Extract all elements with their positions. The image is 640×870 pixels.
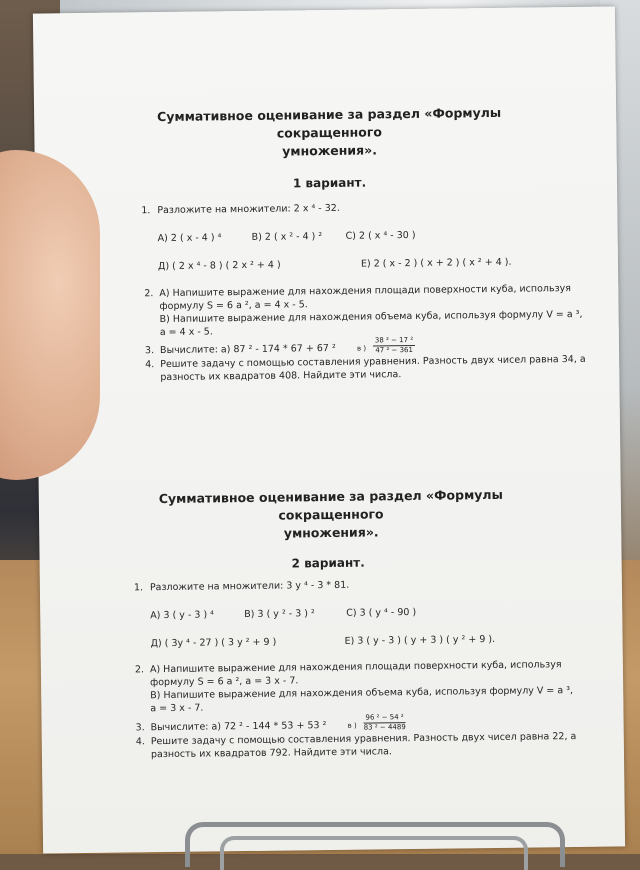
- q2-line-2: формулу S = 6 a ², a = 4 x - 5.: [159, 299, 308, 313]
- q4-line-2: разность их квадратов 408. Найдите эти числа.: [160, 369, 402, 384]
- q2-number: 2.: [134, 664, 145, 676]
- q1-option-e: Е) 3 ( y - 3 ) ( y + 3 ) ( y ² + 9 ).: [344, 633, 496, 647]
- q3-number: 3.: [144, 345, 155, 357]
- q1-text: Разложите на множители: 2 x ⁴ - 32.: [157, 202, 340, 217]
- variant-2-title: [121, 485, 542, 544]
- q3-b-label: в ): [356, 344, 367, 353]
- variant-1-title: [119, 103, 540, 162]
- variant-2-label: 2 вариант.: [291, 555, 365, 571]
- q3-b-label: в ): [347, 721, 357, 730]
- q1-option-d: Д) ( 2 x ⁴ - 8 ) ( 2 x ² + 4 ): [157, 259, 281, 273]
- q1-option-b: В) 2 ( x ² - 4 ) ²: [251, 231, 323, 243]
- q3-b-numerator: 96 ² − 54 ²: [363, 713, 405, 724]
- q2-line-1: А) Напишите выражение для нахождения площади поверхности куба, используя: [159, 283, 572, 300]
- q3-b-numerator: 38 ² − 17 ²: [373, 336, 415, 347]
- q4-number: 4.: [135, 736, 145, 748]
- q4-line-1: Решите задачу с помощью составления уравнения. Разность двух чисел равна 34, а: [160, 353, 586, 371]
- holding-finger: [0, 150, 100, 480]
- q4-line-2: разность их квадратов 792. Найдите эти числа.: [150, 746, 392, 761]
- q2-line-1: А) Напишите выражение для нахождения площади поверхности куба, используя: [149, 659, 562, 676]
- q2-line-3: В) Напишите выражение для нахождения объема куба, используя формулу V = a ³,: [150, 685, 574, 702]
- q2-line-4: a = 4 x - 5.: [159, 326, 213, 339]
- q1-option-a: А) 3 ( y - 3 ) ⁴: [150, 609, 215, 622]
- q1-number: 1.: [141, 205, 151, 217]
- variant-1-label: 1 вариант.: [292, 175, 367, 191]
- q4-number: 4.: [145, 359, 155, 371]
- q3-b-fraction: [373, 336, 415, 356]
- paper-stand-inner: [220, 836, 528, 870]
- q1-text: Разложите на множители: 3 y ⁴ - 3 * 81.: [149, 579, 350, 594]
- title-line-1: Суммативное оценивание за раздел «Формулы сокращенного: [157, 104, 502, 141]
- q2-number: 2.: [144, 288, 154, 300]
- q1-option-e: Е) 2 ( x - 2 ) ( x + 2 ) ( x ² + 4 ).: [360, 256, 512, 270]
- q1-option-b: В) 3 ( y ² - 3 ) ²: [244, 608, 315, 621]
- q3-b-denominator: 47 ² − 361: [375, 345, 413, 355]
- title-line-2: умножения».: [282, 142, 378, 159]
- q1-option-c: С) 2 ( x ⁴ - 30 ): [345, 229, 416, 242]
- title-line-2: умножения».: [283, 524, 379, 541]
- q3-b-fraction: [363, 713, 405, 733]
- title-line-1: Суммативное оценивание за раздел «Формулы сокращенного: [158, 486, 503, 523]
- q3-number: 3.: [135, 722, 145, 734]
- q1-option-d: Д) ( 3y ⁴ - 27 ) ( 3 y ² + 9 ): [150, 636, 277, 650]
- q4-line-1: Решите задачу с помощью составления уравнения. Разность двух чисел равна 22, а: [150, 731, 577, 748]
- q3-text: Вычислите: а) 87 ² - 174 * 67 + 67 ²: [159, 342, 336, 357]
- test-paper: [33, 6, 625, 853]
- q1-option-a: А) 2 ( x - 4 ) ⁴: [157, 232, 222, 245]
- q2-line-2: формулу S = 6 a ², a = 3 x - 7.: [150, 675, 299, 689]
- q2-line-3: В) Напишите выражение для нахождения объема куба, используя формулу V = a ³,: [159, 308, 583, 326]
- q3-b-denominator: 83 ² − 4489: [363, 723, 406, 732]
- q1-number: 1.: [133, 582, 144, 594]
- q1-option-c: С) 3 ( y ⁴ - 90 ): [346, 606, 417, 619]
- q3-text: Вычислите: а) 72 ² - 144 * 53 + 53 ²: [150, 720, 327, 734]
- q2-line-4: a = 3 x - 7.: [150, 702, 204, 715]
